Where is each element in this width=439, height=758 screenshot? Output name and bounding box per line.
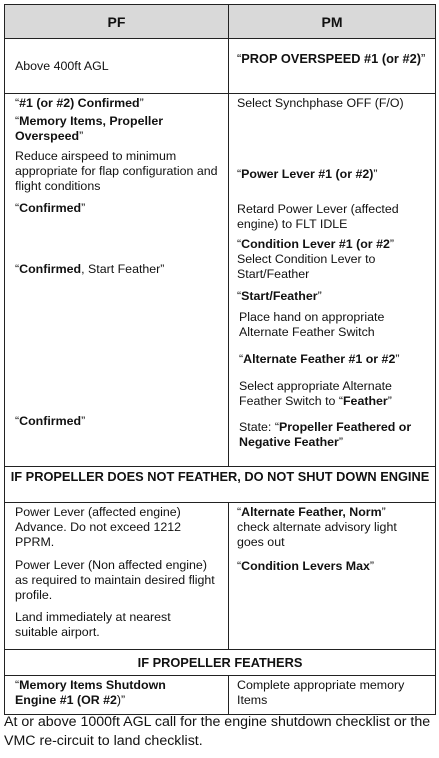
table-row bbox=[5, 676, 436, 715]
pf-callout: “#1 (or #2) Confirmed” bbox=[15, 96, 144, 110]
pm-cell bbox=[229, 39, 436, 94]
pm-step-text: Retard Power Lever (affected engine) to FLT IDLE bbox=[237, 202, 399, 231]
header-row bbox=[5, 5, 436, 39]
table-row bbox=[5, 503, 436, 650]
pf-step-text: Reduce airspeed to minimum appropriate for flap configuration and flight conditions bbox=[15, 149, 218, 193]
pm-callout: “Alternate Feather, Norm” check alternate advisory light goes out bbox=[237, 505, 397, 549]
pm-callout: “Power Lever #1 (or #2)” bbox=[237, 167, 378, 181]
pm-step-text: State: “Propeller Feathered or Negative Feather” bbox=[239, 420, 412, 449]
checklist-document bbox=[4, 4, 435, 715]
pm-callout: “Condition Lever #1 (or #2” Select Condition Lever to Start/Feather bbox=[237, 237, 394, 281]
pf-callout: “Memory Items Shutdown Engine #1 (OR #2)” bbox=[15, 678, 166, 707]
pm-step-text: Complete appropriate memory Items bbox=[237, 678, 405, 707]
pf-callout: “Memory Items, Propeller Overspeed” bbox=[15, 114, 164, 143]
pf-cell bbox=[5, 676, 229, 715]
pm-callout: “Alternate Feather #1 or #2” bbox=[239, 352, 400, 366]
pf-step-text: Power Lever (affected engine) Advance. Do not exceed 1212 PPRM. bbox=[15, 505, 182, 549]
pf-step-text: Above 400ft AGL bbox=[15, 59, 109, 73]
table-row bbox=[5, 94, 436, 467]
footer-note: At or above 1000ft AGL call for the engine shutdown checklist or the VMC re-circuit to land checklist. bbox=[4, 714, 431, 749]
pf-callout: “Confirmed” bbox=[15, 201, 86, 215]
pm-callout: “Start/Feather” bbox=[237, 289, 322, 303]
pm-step-text: Select Synchphase OFF (F/O) bbox=[237, 96, 404, 110]
pm-callout: “PROP OVERSPEED #1 (or #2)” bbox=[237, 51, 426, 66]
pf-callout: “Confirmed, Start Feather” bbox=[15, 262, 165, 276]
section-banner-not-feather: IF PROPELLER DOES NOT FEATHER, DO NOT SHUT DOWN ENGINE bbox=[5, 467, 436, 503]
pf-cell bbox=[5, 503, 229, 650]
section-banner-row bbox=[5, 467, 436, 503]
pf-step-text: Power Lever (Non affected engine) as required to maintain desired flight profile. bbox=[15, 558, 215, 602]
pm-step-text: Place hand on appropriate Alternate Feather Switch bbox=[239, 310, 385, 339]
pf-callout: “Confirmed” bbox=[15, 414, 86, 428]
pf-cell bbox=[5, 39, 229, 94]
pm-step-text: Select appropriate Alternate Feather Switch to “Feather” bbox=[239, 379, 392, 408]
pm-cell bbox=[229, 94, 436, 467]
section-banner-row bbox=[5, 650, 436, 676]
procedure-table bbox=[4, 4, 436, 715]
pm-cell bbox=[229, 503, 436, 650]
column-header-pm: PM bbox=[229, 5, 436, 39]
pm-callout: “Condition Levers Max” bbox=[237, 559, 375, 573]
section-banner-feathers: IF PROPELLER FEATHERS bbox=[5, 650, 436, 676]
table-row bbox=[5, 39, 436, 94]
pf-cell bbox=[5, 94, 229, 467]
pf-step-text: Land immediately at nearest suitable airport. bbox=[15, 610, 171, 639]
column-header-pf: PF bbox=[5, 5, 229, 39]
pm-cell bbox=[229, 676, 436, 715]
